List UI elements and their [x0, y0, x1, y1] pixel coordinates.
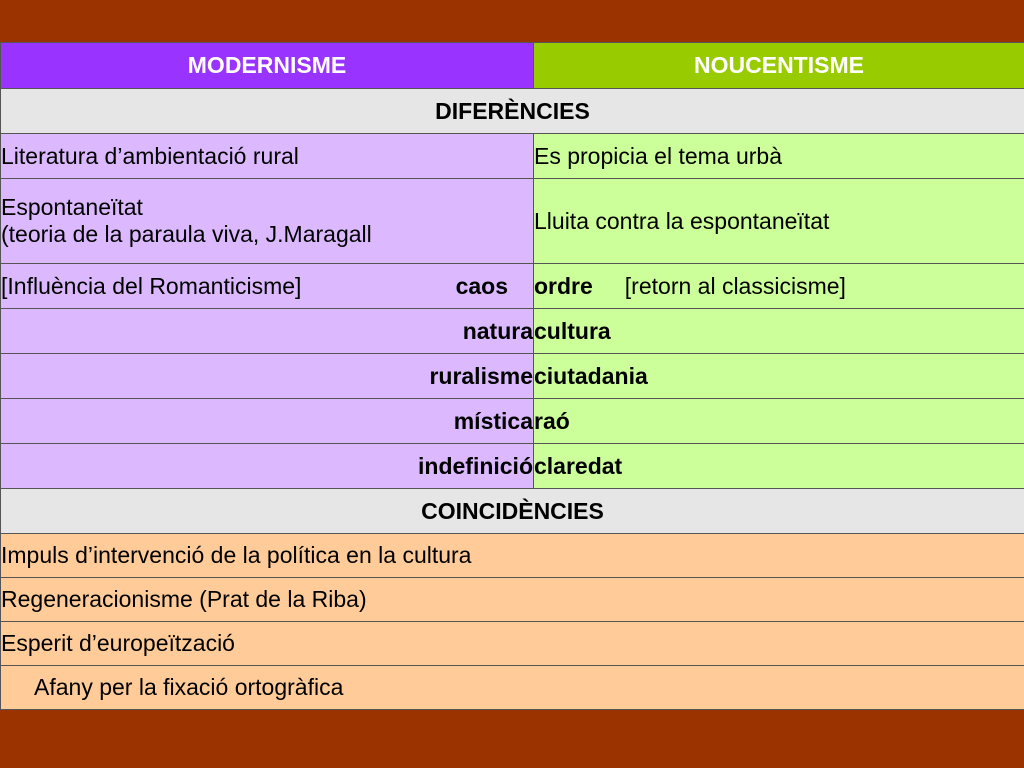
pair-modernisme: ruralisme [1, 354, 534, 399]
noucentisme-classicism [534, 264, 1024, 309]
spontaneity-title: Espontaneïtat [1, 194, 143, 220]
ordre-label: ordre [534, 272, 593, 299]
pair-noucentisme: claredat [534, 444, 1024, 489]
header-noucentisme: NOUCENTISME [534, 43, 1024, 89]
romanticism-text: [Influència del Romanticisme] [1, 272, 302, 299]
caos-label: caos [455, 272, 508, 299]
coincidence-item: Impuls d’intervenció de la política en la cultura [1, 534, 1024, 578]
noucentisme-anti-spontaneity: Lluita contra la espontaneïtat [534, 179, 1024, 264]
modernisme-romanticism [1, 264, 534, 309]
header-modernisme: MODERNISME [1, 43, 534, 89]
pair-noucentisme: cultura [534, 309, 1024, 354]
coincidence-item: Afany per la fixació ortogràfica [1, 666, 1024, 710]
pair-modernisme: mística [1, 399, 534, 444]
spontaneity-note: (teoria de la paraula viva, J.Maragall [1, 221, 372, 247]
modernisme-spontaneity [1, 179, 534, 264]
coincidence-item: Esperit d’europeïtzació [1, 622, 1024, 666]
comparison-table [0, 42, 1024, 710]
noucentisme-urban: Es propicia el tema urbà [534, 134, 1024, 179]
pair-modernisme: natura [1, 309, 534, 354]
pair-noucentisme: raó [534, 399, 1024, 444]
section-differences: DIFERÈNCIES [1, 89, 1024, 134]
classicism-text: [retorn al classicisme] [624, 272, 846, 299]
coincidence-item: Regeneracionisme (Prat de la Riba) [1, 578, 1024, 622]
modernisme-rural: Literatura d’ambientació rural [1, 134, 534, 179]
section-coincidences: COINCIDÈNCIES [1, 489, 1024, 534]
pair-modernisme: indefinició [1, 444, 534, 489]
pair-noucentisme: ciutadania [534, 354, 1024, 399]
